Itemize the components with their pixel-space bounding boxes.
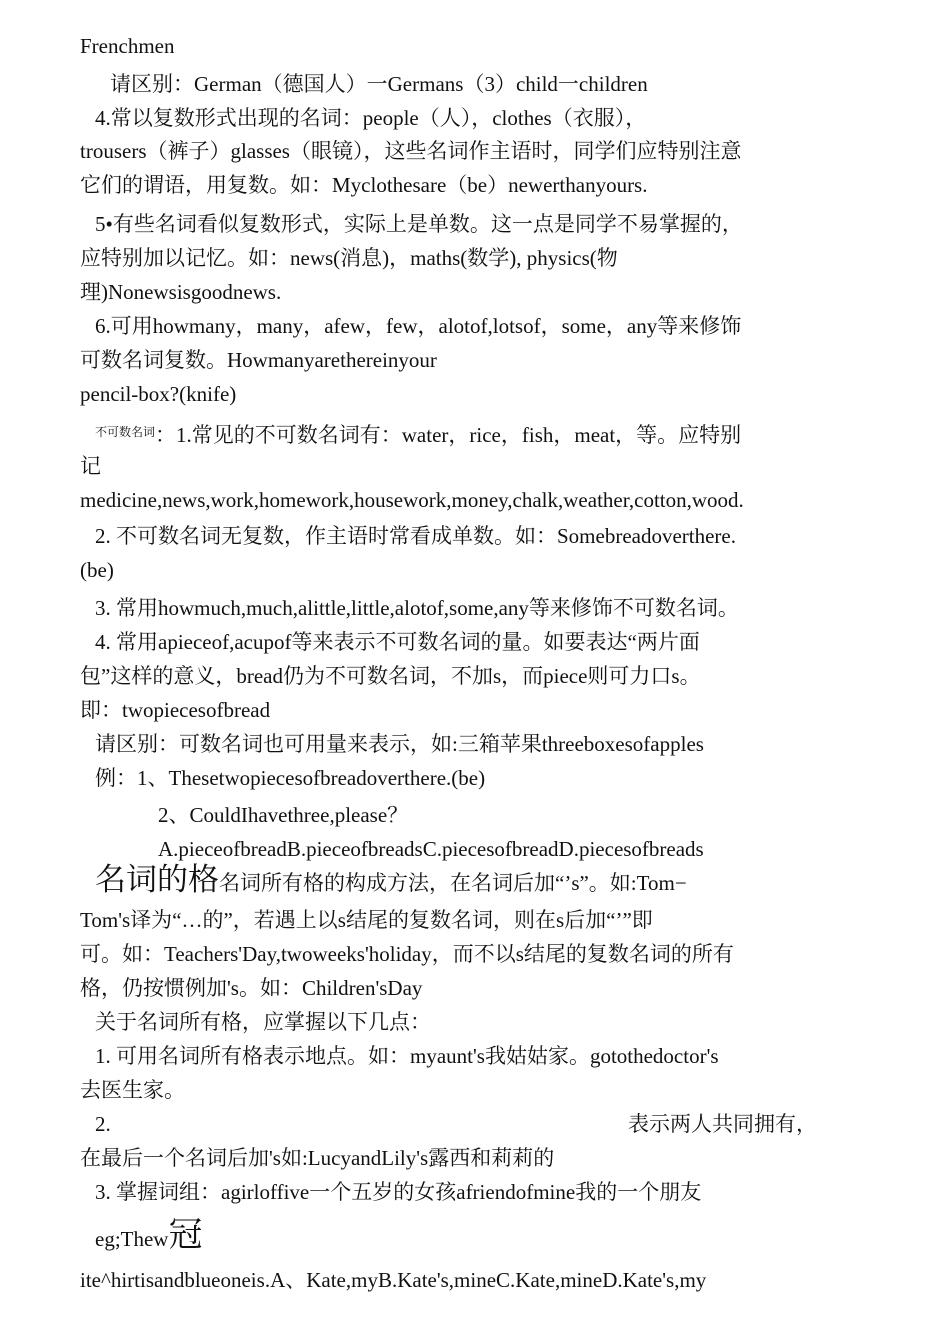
text-line <box>95 862 895 897</box>
text-line: 请区别：German（德国人）一Germans（3）child一children <box>110 72 648 96</box>
text-line: ite^hirtisandblueoneis.A、Kate,myB.Kate's,mineC.Kate,mineD.Kate's,my <box>80 1268 707 1292</box>
large-glyph: 冠 <box>168 1217 203 1254</box>
text-line: 可。如：Teachers'Day,twoweeks'holiday，而不以s结尾的复数名词的所有 <box>80 942 734 966</box>
text-line: 应特别加以记忆。如：news(消息)，maths(数学), physics(物 <box>80 246 618 270</box>
text-line: pencil-box?(knife) <box>80 382 237 406</box>
text-line: 去医生家。 <box>80 1078 185 1102</box>
text-segment: ：1.常见的不可数名词有：water，rice，fish，meat，等。应特别 <box>155 423 742 447</box>
text-line: 可数名词复数。Howmanyarethereinyour <box>80 348 437 372</box>
text-line: 包”这样的意义，bread仍为不可数名词，不加s，而piece则可力口s。 <box>80 664 701 688</box>
text-line <box>95 418 895 449</box>
text-line: 关于名词所有格，应掌握以下几点： <box>95 1010 431 1034</box>
text-segment: 表示两人共同拥有， <box>628 1112 817 1136</box>
text-line: Tom's译为“…的”，若遇上以s结尾的复数名词，则在s后加“’”即 <box>80 908 653 932</box>
text-line: Frenchmen <box>80 34 175 58</box>
small-heading: 不可数名词 <box>95 425 156 439</box>
text-line: 6.可用howmany，many，afew，few，alotof,lotsof，some，any等来修饰 <box>95 314 742 338</box>
text-segment: 2. <box>95 1112 111 1136</box>
text-line: 记 <box>80 454 101 478</box>
text-line: 例：1、Thesetwopiecesofbreadoverthere.(be) <box>95 766 486 790</box>
text-line: 即：twopiecesofbread <box>80 698 271 722</box>
text-line: 5•有些名词看似复数形式，实际上是单数。这一点是同学不易掌握的， <box>95 212 743 236</box>
text-line: 4. 常用apieceof,acupof等来表示不可数名词的量。如要表达“两片面 <box>95 630 700 654</box>
text-line: 2、CouldIhavethree,please？ <box>158 803 409 827</box>
text-line: 1. 可用名词所有格表示地点。如：myaunt's我姑姑家。gotothedoctor's <box>95 1044 719 1068</box>
text-line: 3. 掌握词组：agirloffive一个五岁的女孩afriendofmine我的一个朋友 <box>95 1180 702 1204</box>
text-line: A.pieceofbreadB.pieceofbreadsC.piecesofbreadD.piecesofbreads <box>158 837 704 861</box>
text-line <box>95 1110 875 1138</box>
section-heading: 名词的格 <box>95 862 219 897</box>
text-line: (be) <box>80 558 114 582</box>
text-line: 3. 常用howmuch,much,alittle,little,alotof,some,any等来修饰不可数名词。 <box>95 596 739 620</box>
text-line <box>95 1217 895 1254</box>
text-line: 在最后一个名词后加's如:LucyandLily's露西和莉莉的 <box>80 1146 555 1170</box>
text-line: 格，仍按惯例加's。如：Children'sDay <box>80 976 423 1000</box>
text-line: 它们的谓语，用复数。如：Myclothesare（be）newerthanyours. <box>80 173 648 197</box>
text-line: 理)Nonewsisgoodnews. <box>80 280 282 304</box>
text-segment: 名词所有格的构成方法，在名词后加“’s”。如:Tom− <box>219 871 687 895</box>
text-line: 4.常以复数形式出现的名词：people（人），clothes（衣服）， <box>95 106 647 130</box>
text-segment: eg;Thew <box>95 1227 169 1251</box>
text-line: trousers（裤子）glasses（眼镜），这些名词作主语时，同学们应特别注意 <box>80 139 742 163</box>
text-line: medicine,news,work,homework,housework,money,chalk,weather,cotton,wood. <box>80 488 744 512</box>
text-line: 请区别：可数名词也可用量来表示，如:三箱苹果threeboxesofapples <box>95 732 704 756</box>
text-line: 2. 不可数名词无复数，作主语时常看成单数。如：Somebreadoverthere. <box>95 524 737 548</box>
